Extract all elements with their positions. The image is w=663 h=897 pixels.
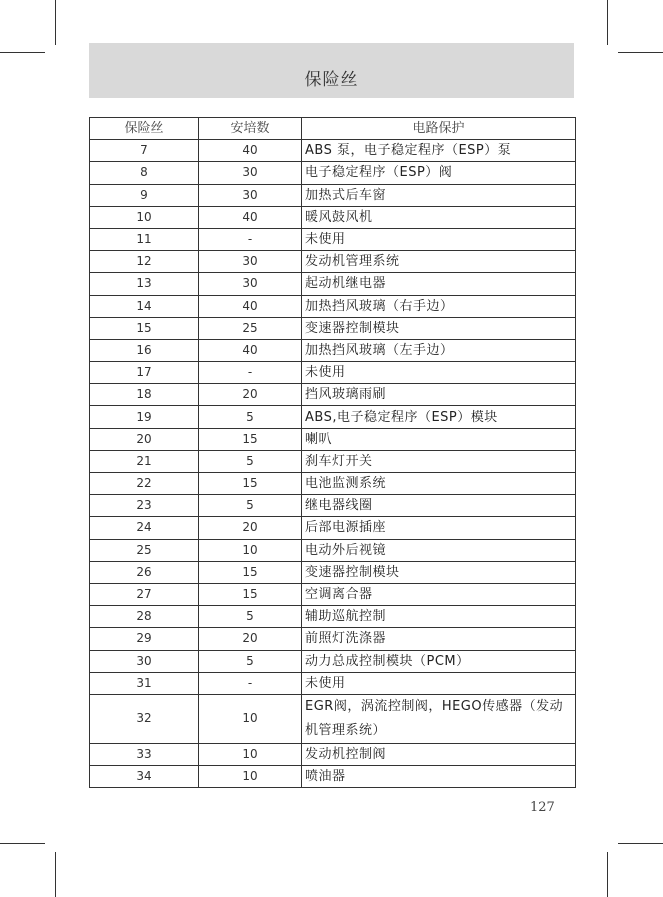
circuit-cell: 前照灯洗涤器 (302, 628, 576, 650)
crop-mark (607, 0, 608, 45)
table-row (90, 273, 576, 295)
column-header-fuse: 保险丝 (90, 118, 199, 140)
amperage-cell: 15 (199, 473, 302, 495)
fuse-number-cell: 28 (90, 606, 199, 628)
crop-mark (55, 852, 56, 897)
amperage-cell: 30 (199, 184, 302, 206)
circuit-cell: 加热挡风玻璃（右手边） (302, 295, 576, 317)
table-row (90, 766, 576, 788)
fuse-number-cell: 27 (90, 583, 199, 605)
table-row (90, 694, 576, 743)
page-number: 127 (530, 800, 555, 815)
table-row (90, 606, 576, 628)
circuit-cell: 辅助巡航控制 (302, 606, 576, 628)
amperage-cell: 10 (199, 766, 302, 788)
fuse-number-cell: 25 (90, 539, 199, 561)
fuse-number-cell: 11 (90, 228, 199, 250)
table-row (90, 672, 576, 694)
circuit-cell: 暖风鼓风机 (302, 206, 576, 228)
fuse-number-cell: 31 (90, 672, 199, 694)
amperage-cell: 15 (199, 561, 302, 583)
table-row (90, 539, 576, 561)
fuse-number-cell: 18 (90, 384, 199, 406)
amperage-cell: 40 (199, 295, 302, 317)
table-header-row (90, 118, 576, 140)
circuit-cell: EGR阀，涡流控制阀，HEGO传感器（发动机管理系统） (302, 694, 576, 743)
amperage-cell: 40 (199, 206, 302, 228)
circuit-cell: 电动外后视镜 (302, 539, 576, 561)
fuse-number-cell: 33 (90, 743, 199, 765)
amperage-cell: 40 (199, 140, 302, 162)
amperage-cell: - (199, 228, 302, 250)
fuse-number-cell: 9 (90, 184, 199, 206)
circuit-cell: 刹车灯开关 (302, 450, 576, 472)
fuse-number-cell: 34 (90, 766, 199, 788)
fuse-number-cell: 20 (90, 428, 199, 450)
fuse-number-cell: 19 (90, 406, 199, 428)
amperage-cell: - (199, 362, 302, 384)
amperage-cell: 15 (199, 583, 302, 605)
circuit-cell: 喇叭 (302, 428, 576, 450)
table-row (90, 295, 576, 317)
table-row (90, 561, 576, 583)
circuit-cell: 加热式后车窗 (302, 184, 576, 206)
table-row (90, 428, 576, 450)
column-header-amperage: 安培数 (199, 118, 302, 140)
circuit-cell: 未使用 (302, 228, 576, 250)
table-row (90, 317, 576, 339)
circuit-cell: 喷油器 (302, 766, 576, 788)
crop-mark (0, 52, 45, 53)
crop-mark (0, 843, 45, 844)
table-row (90, 517, 576, 539)
amperage-cell: 30 (199, 162, 302, 184)
amperage-cell: 5 (199, 406, 302, 428)
fuse-number-cell: 21 (90, 450, 199, 472)
circuit-cell: 挡风玻璃雨刷 (302, 384, 576, 406)
fuse-number-cell: 13 (90, 273, 199, 295)
column-header-circuit: 电路保护 (302, 118, 576, 140)
fuse-number-cell: 24 (90, 517, 199, 539)
amperage-cell: 5 (199, 606, 302, 628)
fuse-number-cell: 32 (90, 694, 199, 743)
amperage-cell: - (199, 672, 302, 694)
amperage-cell: 5 (199, 450, 302, 472)
circuit-cell: 发动机控制阀 (302, 743, 576, 765)
circuit-cell: 变速器控制模块 (302, 561, 576, 583)
table-row (90, 184, 576, 206)
table-row (90, 228, 576, 250)
amperage-cell: 15 (199, 428, 302, 450)
amperage-cell: 20 (199, 628, 302, 650)
circuit-cell: 起动机继电器 (302, 273, 576, 295)
table-row (90, 743, 576, 765)
fuse-number-cell: 23 (90, 495, 199, 517)
fuse-number-cell: 22 (90, 473, 199, 495)
table-row (90, 406, 576, 428)
circuit-cell: 电子稳定程序（ESP）阀 (302, 162, 576, 184)
table-row (90, 583, 576, 605)
fuse-number-cell: 8 (90, 162, 199, 184)
circuit-cell: ABS,电子稳定程序（ESP）模块 (302, 406, 576, 428)
crop-mark (618, 843, 663, 844)
circuit-cell: 未使用 (302, 672, 576, 694)
fuse-number-cell: 10 (90, 206, 199, 228)
fuse-number-cell: 14 (90, 295, 199, 317)
fuse-number-cell: 16 (90, 339, 199, 361)
circuit-cell: 变速器控制模块 (302, 317, 576, 339)
table-row (90, 362, 576, 384)
circuit-cell: 后部电源插座 (302, 517, 576, 539)
table-row (90, 628, 576, 650)
table-row (90, 473, 576, 495)
amperage-cell: 30 (199, 251, 302, 273)
circuit-cell: 动力总成控制模块（PCM） (302, 650, 576, 672)
table-row (90, 339, 576, 361)
amperage-cell: 10 (199, 694, 302, 743)
circuit-cell: 继电器线圈 (302, 495, 576, 517)
fuse-number-cell: 29 (90, 628, 199, 650)
circuit-cell: 加热挡风玻璃（左手边） (302, 339, 576, 361)
table-row (90, 162, 576, 184)
fuse-table (89, 117, 576, 788)
circuit-cell: ABS 泵，电子稳定程序（ESP）泵 (302, 140, 576, 162)
table-row (90, 450, 576, 472)
amperage-cell: 30 (199, 273, 302, 295)
fuse-table-body (90, 140, 576, 788)
table-row (90, 140, 576, 162)
amperage-cell: 40 (199, 339, 302, 361)
fuse-number-cell: 30 (90, 650, 199, 672)
fuse-number-cell: 7 (90, 140, 199, 162)
fuse-number-cell: 15 (90, 317, 199, 339)
crop-mark (618, 52, 663, 53)
circuit-cell: 电池监测系统 (302, 473, 576, 495)
crop-mark (607, 852, 608, 897)
amperage-cell: 10 (199, 539, 302, 561)
circuit-cell: 发动机管理系统 (302, 251, 576, 273)
fuse-number-cell: 26 (90, 561, 199, 583)
crop-mark (55, 0, 56, 45)
amperage-cell: 20 (199, 517, 302, 539)
circuit-cell: 未使用 (302, 362, 576, 384)
table-row (90, 384, 576, 406)
table-row (90, 495, 576, 517)
amperage-cell: 10 (199, 743, 302, 765)
fuse-number-cell: 17 (90, 362, 199, 384)
section-header (89, 43, 574, 98)
table-row (90, 206, 576, 228)
table-row (90, 251, 576, 273)
amperage-cell: 5 (199, 650, 302, 672)
circuit-cell: 空调离合器 (302, 583, 576, 605)
page-title: 保险丝 (304, 70, 359, 90)
amperage-cell: 5 (199, 495, 302, 517)
amperage-cell: 20 (199, 384, 302, 406)
amperage-cell: 25 (199, 317, 302, 339)
table-row (90, 650, 576, 672)
fuse-number-cell: 12 (90, 251, 199, 273)
